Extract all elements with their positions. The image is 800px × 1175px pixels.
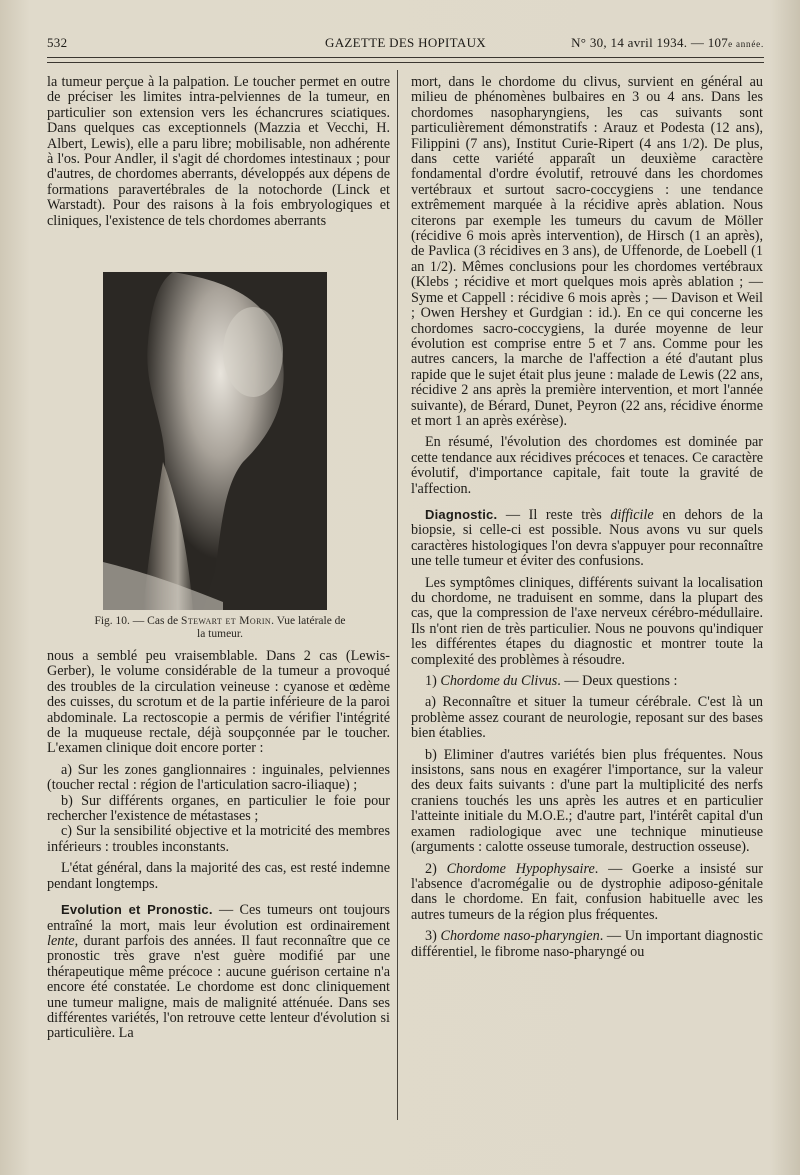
- section-diagnostic: Diagnostic. — Il reste très difficile en dehors de la biopsie, si celle-ci est possible. Nous avons vu sur quels caractères histologiques l'on devra s'appuyer pour reconnaître une telle tumeur et éviter des confusions.: [411, 506, 763, 570]
- list-item: b) Eliminer d'autres variétés bien plus fréquentes. Nous insistons, sans nous en exagérer l'importance, sur la valeur des deux faits suivants : d'une part la multiplicité des nerfs craniens touchés les uns après les autres et en particulier l'atteinte initiale du M.O.E.; d'autre part, l'intérêt capital d'un examen radiologique avec une technique minutieuse (arguments : calotte osseuse tumorale, destruction osseuse).: [411, 746, 763, 856]
- list-item: c) Sur la sensibilité objective et la motricité des membres inférieurs : troubles inconstants.: [47, 823, 390, 855]
- page-number: 532: [47, 35, 68, 50]
- list-item: a) Sur les zones ganglionnaires : inguinales, pelviennes (toucher rectal : région de l'articulation sacro-iliaque) ;: [47, 761, 390, 794]
- figure-photograph: [103, 272, 327, 610]
- paragraph: L'état général, dans la majorité des cas, est resté indemne pendant longtemps.: [47, 860, 390, 892]
- running-header: [47, 34, 764, 56]
- header-double-rule: [47, 57, 764, 63]
- column-divider: [397, 70, 398, 1120]
- section-heading: Evolution et Pronostic.: [61, 902, 213, 918]
- paragraph: mort, dans le chordome du clivus, survient en général au milieu de phénomènes bulbaires en 3 ou 4 ans. Dans les chordomes nasopharyngiens, les cas suivants sont particulièrement démonstratifs : Arauz et Podesta (12 ans), Filippini (7 ans), Institut Curie-Ripert (4 ans 1/2). De plus, dans cette variété apparaît un deuxième caractère fondamental d'ordre évolutif, retrouvé dans les chordomes vertébraux et surtout sacro-coccygiens : une tendance extrêmement marquée à la récidive après ablation. Nous citerons par exemple les tumeurs du cavum de Möller (récidive 6 mois après intervention), de Hirsch (1 an après), de Pavlica (3 récidives en 3 ans), de Uffenorde, de Loebell (1 an 1/2). Mêmes conclusions pour les chordomes vertébraux (Klebs ; récidive et mort quelques mois après ablation ; — Syme et Cappell : récidive 6 mois après ; — Davison et Weil ; Owen Hershey et Gurdgian : id.). En ce qui concerne les chordomes sacro-coccygiens, la durée moyenne de leur évolution est comprise entre 5 et 7 ans. Comme pour les autres cancers, la marche de l'affection a été d'autant plus rapide que le sujet était plus jeune : malade de Lewis (22 ans, récidive 2 ans après la première intervention, et mort l'année suivante), de Bérard, Dunet, Peyron (22 ans, récidive énorme et mort 1 an après exérèse).: [411, 74, 763, 429]
- paragraph: Les symptômes cliniques, différents suivant la localisation du chordome, ne traduisent en somme, dans la plupart des cas, que la compression de l'axe nerveux cérébro-médullaire. Ils n'ont rien de très particulier. Nous ne pouvons qu'indiquer les différentes étapes du diagnostic et montrer toute la complexité des problèmes à résoudre.: [411, 574, 763, 668]
- paragraph: nous a semblé peu vraisemblable. Dans 2 cas (Lewis-Gerber), le volume considérable de la tumeur a provoqué des troubles de la circulation veineuse : cyanose et œdème des cuisses, du scrotum et de la partie inférieure de la paroi abdominale. La rectoscopie a permis de vérifier l'intégrité de la muqueuse rectale, déjà soupçonnée par le toucher. L'examen clinique doit encore porter :: [47, 648, 390, 757]
- figure-caption: Fig. 10. — Cas de Stewart et Morin. Vue latérale de la tumeur.: [94, 615, 346, 640]
- subsection-clivus: 1) Chordome du Clivus. — Deux questions :: [425, 673, 678, 690]
- list-item: b) Sur différents organes, en particulier le foie pour rechercher l'existence de métastases ;: [47, 792, 390, 825]
- right-column: [411, 75, 763, 960]
- paragraph: En résumé, l'évolution des chordomes est dominée par cette tendance aux récidives précoces et tenaces. Ce caractère évolutif, d'importance capitale, fait toute la gravité de l'affection.: [411, 434, 763, 497]
- section-evolution: Evolution et Pronostic. — Ces tumeurs ont toujours entraîné la mort, mais leur évolution est ordinairement lente, durant parfois des années. Il faut reconnaître que ce pronostic très grave n'est guère modifié par une thérapeutique même précoce : aucune guérison certaine n'a encore été constatée. Le chordome est donc cliniquement une tumeur maligne, mais de malignité atténuée. Dans ses différentes variétés, l'on retrouve cette lenteur d'évolution si particulière. La: [47, 902, 391, 1042]
- left-column-bottom: [47, 649, 390, 1042]
- section-heading: Diagnostic.: [425, 506, 498, 522]
- journal-title: GAZETTE DES HOPITAUX: [325, 35, 486, 50]
- tumor-photo-illustration: [103, 272, 327, 610]
- subsection-naso-pharyngien: 3) Chordome naso-pharyngien. — Un important diagnostic différentiel, le fibrome naso-pharyngé ou: [411, 928, 763, 960]
- list-item: a) Reconnaître et situer la tumeur cérébrale. C'est là un problème assez courant de neurologie, reposant sur des bases bien établies.: [411, 694, 763, 742]
- left-column-top: [47, 75, 390, 229]
- subsection-hypophysaire: 2) Chordome Hypophysaire. — Goerke a insisté sur l'absence d'acromégalie ou de dystrophie adiposo-génitale dans le chordome. En fait, confusion habituelle avec les autres tumeurs de la région plus fréquentes.: [411, 860, 763, 923]
- issue-date: N° 30, 14 avril 1934. — 107e année.: [571, 35, 764, 50]
- paragraph: la tumeur perçue à la palpation. Le toucher permet en outre de préciser les limites intra-pelviennes de la tumeur, en particulier son extension vers les échancrures sciatiques. Dans quelques cas exceptionnels (Mazzia et Vecchi, H. Albert, Lewis), elle a paru libre; mobilisable, non adhérente à l'os. Pour Andler, il s'agit dé chordomes intestinaux ; pour d'autres, de chordomes aberrants, développés aux dépens de formations paravertébrales de la notochorde (Linck et Warstadt). Pour des raisons à la fois embryologiques et cliniques, l'existence de tels chordomes aberrants: [47, 74, 390, 229]
